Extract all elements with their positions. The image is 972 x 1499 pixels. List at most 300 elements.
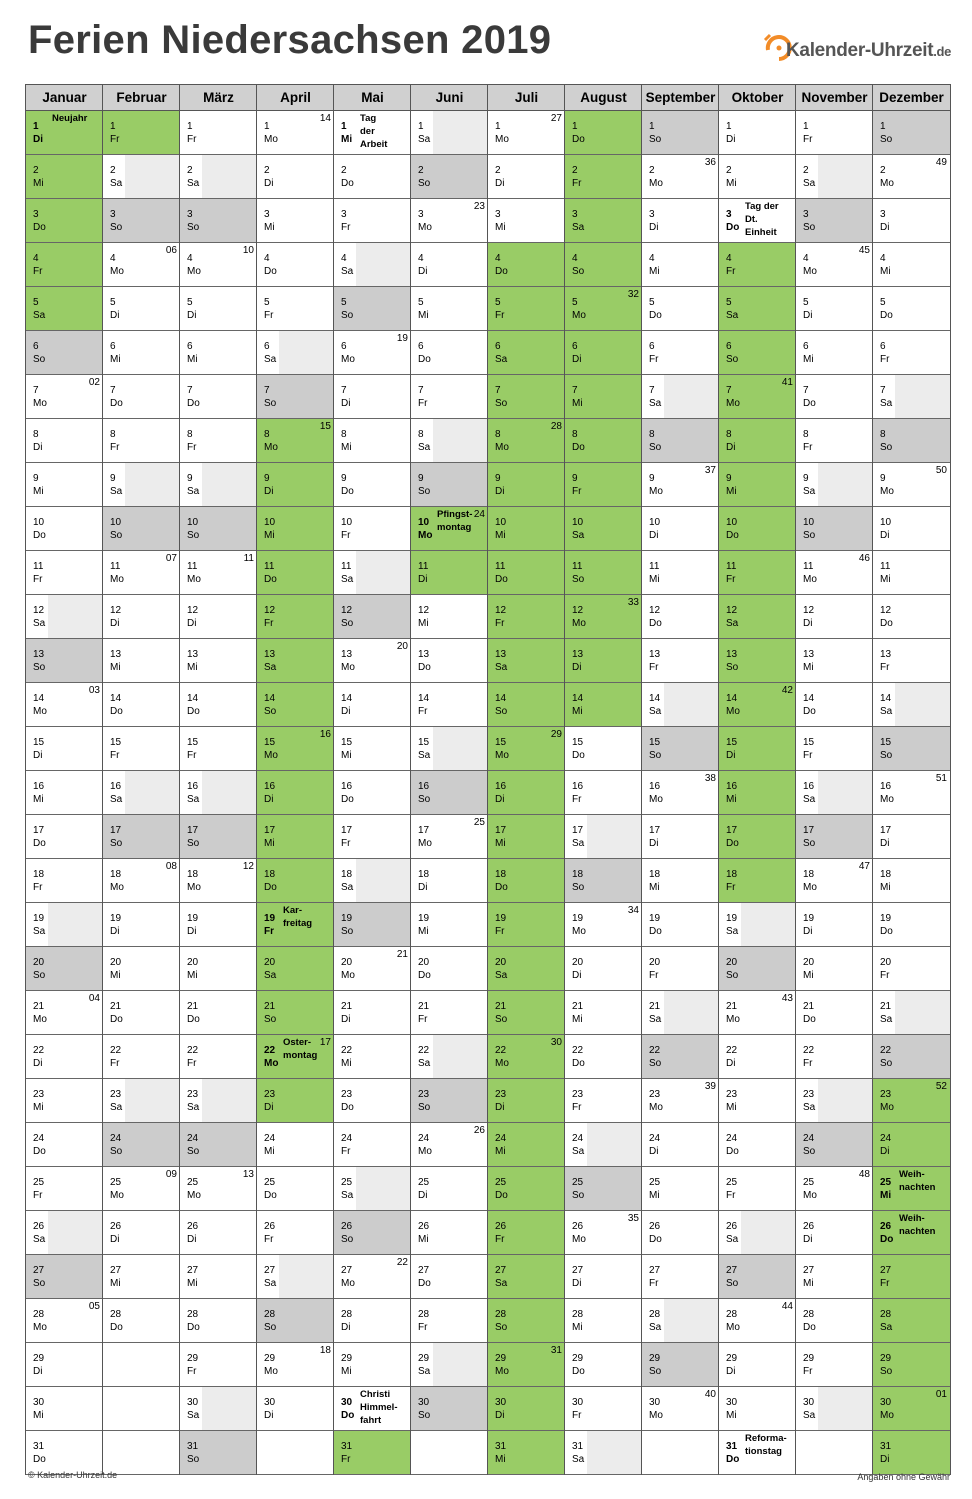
day-number: 10	[418, 517, 430, 528]
day-label	[341, 340, 355, 366]
day-fill	[433, 243, 488, 286]
day-fill	[202, 815, 257, 858]
weekday-name: Do	[495, 574, 508, 585]
day-number: 27	[726, 1265, 738, 1276]
day-cell	[257, 155, 334, 199]
day-cell	[565, 639, 642, 683]
day-number: 7	[341, 385, 347, 396]
day-cell	[411, 507, 488, 551]
weekday-name: Sa	[187, 794, 200, 805]
weekday-name: So	[33, 354, 46, 365]
week-number: 39	[704, 1081, 716, 1092]
day-label	[418, 648, 431, 674]
day-cell	[257, 419, 334, 463]
day-fill	[279, 771, 334, 814]
day-fill	[279, 463, 334, 506]
day-fill	[895, 1255, 950, 1298]
day-cell	[26, 331, 103, 375]
day-label	[572, 824, 584, 850]
day-number: 18	[33, 869, 45, 880]
day-cell	[334, 155, 411, 199]
day-fill	[433, 1211, 488, 1254]
day-label	[187, 1000, 200, 1026]
day-fill	[741, 639, 796, 682]
weekday-name: Fr	[187, 1058, 197, 1069]
day-number: 26	[341, 1221, 353, 1232]
day-number: 8	[649, 429, 655, 440]
week-number: 23	[473, 201, 485, 212]
day-fill	[818, 463, 873, 506]
day-number: 9	[803, 473, 809, 484]
day-cell	[26, 815, 103, 859]
day-cell	[411, 815, 488, 859]
weekday-name: Do	[726, 222, 740, 233]
day-cell	[334, 1211, 411, 1255]
weekday-name: Di	[187, 1234, 197, 1245]
weekday-name: So	[264, 706, 277, 717]
day-fill	[48, 331, 103, 374]
day-label	[880, 252, 891, 278]
day-fill	[741, 155, 796, 198]
day-label	[110, 208, 122, 234]
day-fill	[433, 551, 488, 594]
empty-day-cell	[103, 1387, 180, 1431]
day-number: 28	[33, 1309, 45, 1320]
weekday-name: Mo	[649, 794, 663, 805]
day-cell	[411, 1299, 488, 1343]
day-label	[495, 208, 506, 234]
day-number: 11	[187, 561, 198, 572]
day-label	[572, 692, 583, 718]
day-fill	[741, 903, 796, 946]
day-fill	[433, 1255, 488, 1298]
day-cell	[103, 551, 180, 595]
day-label	[572, 1220, 586, 1246]
day-cell	[488, 463, 565, 507]
weekday-name: Fr	[803, 1366, 813, 1377]
day-label	[649, 1044, 661, 1070]
day-label	[33, 956, 45, 982]
day-cell	[873, 903, 950, 947]
day-fill	[279, 1123, 334, 1166]
day-fill	[664, 639, 719, 682]
weekday-name: Mi	[649, 266, 660, 277]
day-number: 29	[649, 1353, 661, 1364]
day-number: 11	[495, 561, 506, 572]
day-number: 26	[264, 1221, 276, 1232]
day-cell	[26, 771, 103, 815]
day-number: 24	[187, 1133, 199, 1144]
day-label	[341, 164, 354, 190]
day-fill	[741, 419, 796, 462]
day-label	[495, 1176, 508, 1202]
weekday-name: So	[803, 222, 816, 233]
day-fill	[895, 903, 950, 946]
weekday-name: Sa	[495, 662, 508, 673]
day-fill	[818, 903, 873, 946]
day-number: 4	[33, 253, 39, 264]
day-cell	[257, 639, 334, 683]
day-number: 19	[649, 913, 661, 924]
day-number: 16	[726, 781, 738, 792]
logo-text	[786, 40, 951, 62]
day-number: 31	[726, 1441, 738, 1452]
day-number: 23	[880, 1089, 892, 1100]
weekday-name: Di	[264, 794, 274, 805]
day-label	[110, 1132, 122, 1158]
day-number: 21	[880, 1001, 892, 1012]
day-number: 29	[726, 1353, 738, 1364]
day-number: 20	[726, 957, 738, 968]
day-number: 23	[495, 1089, 507, 1100]
day-number: 24	[803, 1133, 815, 1144]
day-cell	[180, 1035, 257, 1079]
day-label	[495, 824, 506, 850]
day-fill	[510, 1167, 565, 1210]
month-column	[333, 84, 411, 1475]
day-cell	[257, 815, 334, 859]
day-cell	[411, 199, 488, 243]
day-fill	[125, 991, 180, 1034]
weekday-name: Mo	[572, 310, 586, 321]
day-label	[418, 824, 432, 850]
day-cell	[488, 771, 565, 815]
day-cell	[180, 199, 257, 243]
day-number: 3	[880, 209, 886, 220]
day-label	[880, 340, 889, 366]
weekday-name: Do	[341, 486, 354, 497]
day-label	[880, 868, 891, 894]
week-number: 50	[935, 465, 947, 476]
day-number: 28	[187, 1309, 199, 1320]
weekday-name: Sa	[187, 1102, 200, 1113]
day-cell	[103, 1035, 180, 1079]
day-number: 24	[110, 1133, 122, 1144]
day-label	[110, 1044, 121, 1070]
day-label	[341, 692, 352, 718]
day-number: 16	[33, 781, 45, 792]
day-fill	[664, 331, 719, 374]
day-fill	[895, 1431, 950, 1474]
day-label	[33, 648, 45, 674]
day-number: 5	[187, 297, 193, 308]
day-number: 26	[803, 1221, 815, 1232]
day-number: 25	[880, 1177, 892, 1188]
day-cell	[873, 1035, 950, 1079]
day-fill	[895, 375, 950, 418]
day-number: 10	[803, 517, 815, 528]
weekday-name: Mi	[33, 1102, 44, 1113]
day-fill	[741, 243, 796, 286]
day-cell	[103, 683, 180, 727]
week-number: 43	[781, 993, 793, 1004]
brand-logo[interactable]	[762, 28, 952, 68]
day-label	[33, 560, 43, 586]
day-label	[33, 340, 45, 366]
week-number: 01	[935, 1389, 947, 1400]
weekday-name: Do	[880, 1234, 894, 1245]
day-number: 11	[649, 561, 660, 572]
day-label	[418, 1352, 430, 1378]
day-label	[33, 692, 47, 718]
weekday-name: Fr	[572, 178, 582, 189]
weekday-name: Di	[33, 1366, 43, 1377]
weekday-name: Sa	[418, 1366, 431, 1377]
day-label	[649, 296, 662, 322]
weekday-name: So	[264, 1014, 277, 1025]
day-label	[341, 516, 352, 542]
day-label	[649, 604, 662, 630]
day-fill	[433, 463, 488, 506]
weekday-name: Do	[341, 794, 354, 805]
day-label	[33, 472, 44, 498]
day-label	[33, 296, 45, 322]
day-number: 24	[341, 1133, 353, 1144]
day-label	[418, 252, 427, 278]
weekday-name: Mi	[649, 1190, 660, 1201]
day-number: 21	[418, 1001, 430, 1012]
day-cell	[873, 1079, 950, 1123]
day-number: 6	[726, 341, 732, 352]
day-label	[572, 428, 585, 454]
day-number: 28	[264, 1309, 276, 1320]
day-label	[110, 340, 121, 366]
day-number: 2	[187, 165, 193, 176]
day-label	[110, 560, 124, 586]
day-number: 5	[572, 297, 578, 308]
day-number: 6	[880, 341, 886, 352]
day-number: 5	[264, 297, 270, 308]
day-cell	[719, 1299, 796, 1343]
day-fill	[664, 1255, 719, 1298]
day-fill	[279, 991, 334, 1034]
day-fill	[48, 595, 103, 638]
day-cell	[488, 639, 565, 683]
weekday-name: Sa	[649, 1014, 662, 1025]
day-number: 30	[649, 1397, 661, 1408]
day-number: 23	[418, 1089, 430, 1100]
day-fill	[279, 243, 334, 286]
day-fill	[664, 1167, 719, 1210]
day-number: 4	[187, 253, 193, 264]
day-cell	[257, 1167, 334, 1211]
day-label	[880, 516, 891, 542]
day-number: 21	[33, 1001, 45, 1012]
day-cell	[26, 1387, 103, 1431]
day-label	[110, 648, 121, 674]
day-label	[572, 252, 584, 278]
weekday-name: Mi	[649, 882, 660, 893]
day-fill	[510, 375, 565, 418]
empty-day-cell	[411, 1431, 488, 1475]
weekday-name: So	[880, 134, 893, 145]
day-cell	[334, 1431, 411, 1475]
day-cell	[411, 1167, 488, 1211]
weekday-name: So	[110, 222, 123, 233]
weekday-name: So	[649, 1058, 662, 1069]
weekday-name: Sa	[495, 1278, 508, 1289]
day-number: 9	[33, 473, 39, 484]
day-cell	[334, 1343, 411, 1387]
day-number: 27	[33, 1265, 45, 1276]
day-label	[264, 428, 278, 454]
day-cell	[26, 419, 103, 463]
day-fill	[587, 243, 642, 286]
day-label	[803, 736, 814, 762]
weekday-name: Mo	[495, 750, 509, 761]
weekday-name: Mi	[110, 662, 121, 673]
day-fill	[664, 375, 719, 418]
day-number: 7	[495, 385, 501, 396]
week-number: 29	[550, 729, 562, 740]
month-header: Oktober	[719, 84, 796, 111]
day-fill	[895, 419, 950, 462]
day-number: 30	[418, 1397, 430, 1408]
day-number: 12	[649, 605, 661, 616]
weekday-name: Mo	[110, 1190, 124, 1201]
day-number: 1	[803, 121, 809, 132]
weekday-name: Di	[880, 1454, 890, 1465]
weekday-name: Di	[649, 838, 659, 849]
day-number: 13	[33, 649, 45, 660]
day-label	[110, 912, 121, 938]
weekday-name: So	[803, 530, 816, 541]
day-label	[33, 1088, 44, 1114]
day-fill	[48, 1035, 103, 1078]
day-label	[803, 1308, 816, 1334]
day-cell	[180, 419, 257, 463]
day-number: 1	[726, 121, 732, 132]
day-number: 3	[726, 209, 732, 220]
day-fill	[664, 683, 719, 726]
day-cell	[719, 639, 796, 683]
weekday-name: Di	[726, 1366, 736, 1377]
day-fill	[356, 155, 411, 198]
day-label	[495, 780, 506, 806]
day-number: 3	[264, 209, 270, 220]
day-number: 9	[649, 473, 655, 484]
day-label	[726, 692, 740, 718]
day-cell	[180, 507, 257, 551]
day-number: 30	[880, 1397, 892, 1408]
week-number: 30	[550, 1037, 562, 1048]
day-number: 17	[649, 825, 661, 836]
day-cell	[103, 331, 180, 375]
day-fill	[202, 1035, 257, 1078]
day-fill	[664, 1123, 719, 1166]
weekday-name: Mo	[418, 222, 432, 233]
day-fill	[48, 1211, 103, 1254]
day-cell	[873, 287, 950, 331]
day-fill	[48, 287, 103, 330]
day-cell	[488, 1211, 565, 1255]
day-cell	[488, 595, 565, 639]
weekday-name: Do	[187, 706, 200, 717]
weekday-name: Do	[110, 706, 123, 717]
day-cell	[334, 1387, 411, 1431]
week-number: 51	[935, 773, 947, 784]
day-cell	[26, 859, 103, 903]
weekday-name: Sa	[803, 1410, 816, 1421]
weekday-name: Mi	[726, 178, 737, 189]
month-header: Februar	[103, 84, 180, 111]
day-number: 28	[803, 1309, 815, 1320]
week-number: 06	[165, 245, 177, 256]
weekday-name: Mi	[495, 222, 506, 233]
weekday-name: Mo	[418, 530, 433, 541]
day-fill	[895, 947, 950, 990]
day-number: 7	[264, 385, 270, 396]
day-label	[649, 120, 661, 146]
day-fill	[125, 463, 180, 506]
weekday-name: Do	[726, 1146, 739, 1157]
day-label	[572, 1132, 584, 1158]
week-number: 47	[858, 861, 870, 872]
weekday-name: So	[341, 618, 354, 629]
day-label	[495, 1132, 506, 1158]
weekday-name: Fr	[341, 1146, 351, 1157]
weekday-name: Do	[572, 750, 585, 761]
day-number: 9	[418, 473, 424, 484]
day-fill	[741, 1387, 796, 1430]
day-number: 12	[726, 605, 738, 616]
day-cell	[411, 595, 488, 639]
week-number: 26	[473, 1125, 485, 1136]
month-header: März	[180, 84, 257, 111]
day-label	[495, 1396, 506, 1422]
day-number: 21	[187, 1001, 199, 1012]
day-cell	[719, 815, 796, 859]
day-number: 14	[880, 693, 892, 704]
day-number: 16	[803, 781, 815, 792]
day-number: 11	[110, 561, 121, 572]
weekday-name: Do	[495, 266, 508, 277]
day-label	[341, 604, 353, 630]
day-number: 15	[418, 737, 430, 748]
day-label	[187, 1088, 199, 1114]
weekday-name: So	[418, 486, 431, 497]
day-cell	[565, 1123, 642, 1167]
day-label	[187, 1352, 198, 1378]
day-cell	[103, 287, 180, 331]
day-number: 15	[33, 737, 45, 748]
day-cell	[334, 1123, 411, 1167]
day-cell	[26, 111, 103, 155]
day-number: 29	[187, 1353, 199, 1364]
day-cell	[180, 111, 257, 155]
day-cell	[26, 1035, 103, 1079]
day-cell	[488, 1343, 565, 1387]
day-fill	[664, 903, 719, 946]
day-cell	[873, 551, 950, 595]
day-cell	[488, 1079, 565, 1123]
day-fill	[510, 507, 565, 550]
day-cell	[565, 463, 642, 507]
day-label	[264, 340, 276, 366]
week-number: 03	[88, 685, 100, 696]
day-cell	[565, 815, 642, 859]
weekday-name: Sa	[33, 926, 46, 937]
day-number: 16	[880, 781, 892, 792]
day-cell	[642, 111, 719, 155]
day-fill	[202, 1343, 257, 1386]
logo-name: Kalender-Uhrzeit	[786, 40, 934, 61]
day-cell	[719, 375, 796, 419]
day-cell	[719, 243, 796, 287]
day-cell	[257, 507, 334, 551]
day-fill	[125, 1255, 180, 1298]
day-fill	[356, 375, 411, 418]
